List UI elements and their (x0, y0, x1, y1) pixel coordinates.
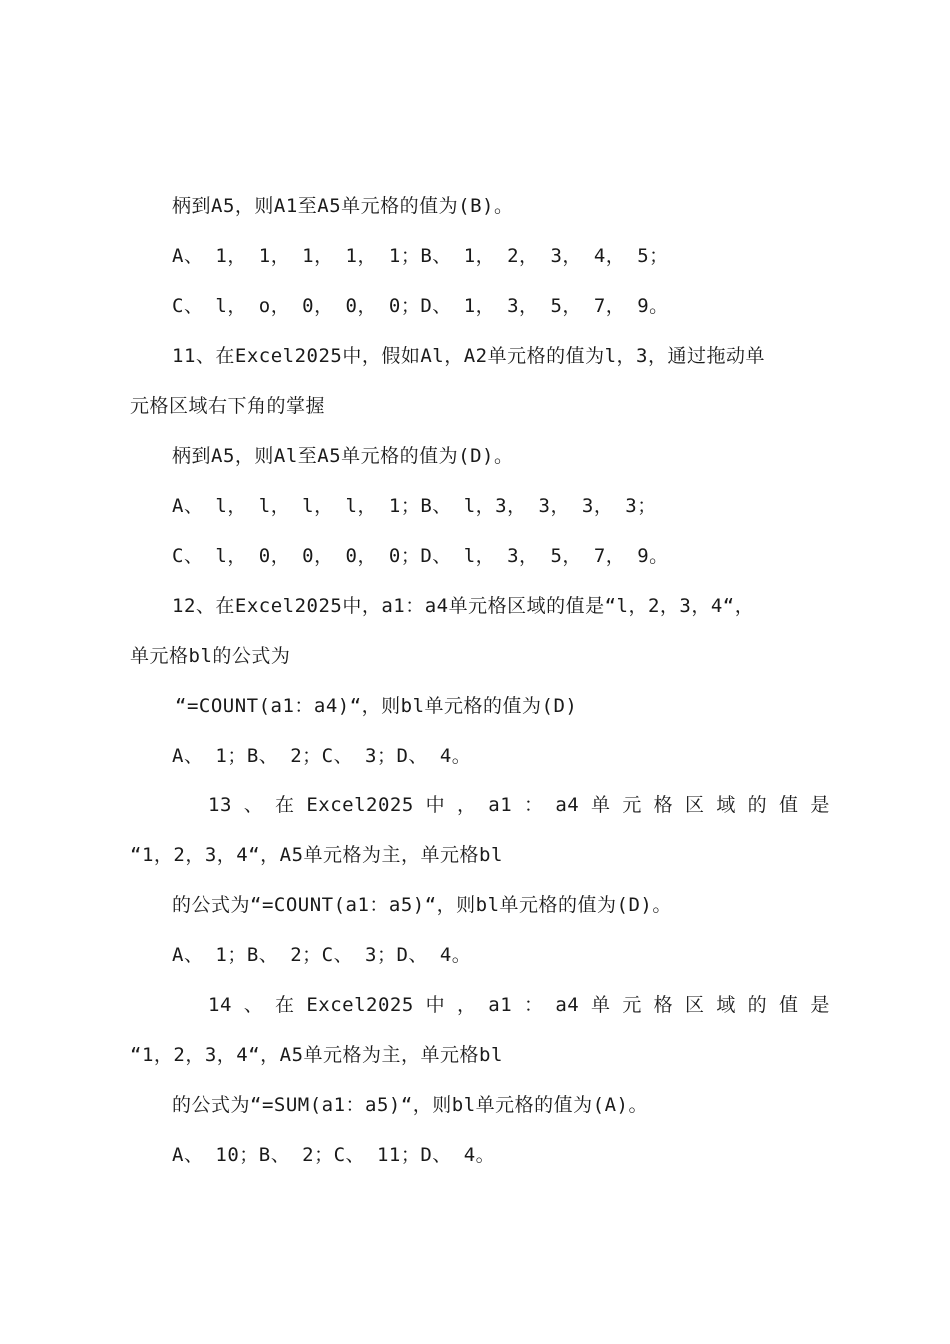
q14-token: 的 (747, 994, 768, 1016)
q14-token: 单 (591, 994, 611, 1016)
q13-token: 区 (685, 794, 705, 816)
q11-question-line1: 11、在Excel2025中，假如Al，A2单元格的值为l，3，通过拖动单 (172, 345, 765, 367)
q12-formula-line: “=COUNT(a1：a4)“，则bl单元格的值为(D) (175, 695, 578, 717)
q13-token: ： (523, 794, 544, 816)
q13-token: 单 (591, 794, 611, 816)
q14-token: ： (523, 994, 544, 1016)
q13-question-line1 (208, 792, 830, 818)
q13-token: 的 (747, 794, 768, 816)
q13-formula-line: 的公式为“=COUNT(a1：a5)“，则bl单元格的值为(D)。 (172, 894, 672, 916)
q13-token: 值 (778, 794, 799, 816)
q10-options-cd: C、 l， o， 0， 0， 0；D、 1， 3， 5， 7， 9。 (172, 295, 669, 317)
q13-token: 元 (622, 794, 642, 816)
q13-token: a4 (555, 794, 580, 816)
q13-token: a1 (488, 794, 513, 816)
q14-token: 、 (243, 994, 264, 1016)
q10-options-ab: A、 1， 1， 1， 1， 1；B、 1， 2， 3， 4， 5； (172, 245, 669, 267)
q12-options: A、 1；B、 2；C、 3；D、 4。 (172, 745, 472, 767)
q14-formula-line: 的公式为“=SUM(a1：a5)“，则bl单元格的值为(A)。 (172, 1094, 648, 1116)
q14-token: 在 (275, 994, 295, 1016)
q14-token: a1 (488, 994, 513, 1016)
q14-token: 是 (810, 994, 830, 1016)
q13-options: A、 1；B、 2；C、 3；D、 4。 (172, 944, 472, 966)
q14-token: 格 (653, 994, 674, 1016)
q14-token: Excel2025 (306, 994, 414, 1016)
q14-token: 值 (778, 994, 799, 1016)
q14-question-line2: “1，2，3，4“，A5单元格为主，单元格bl (130, 1044, 503, 1066)
q12-question-line1: 12、在Excel2025中，a1：a4单元格区域的值是“l，2，3，4“， (172, 595, 755, 617)
q14-token: 域 (716, 994, 736, 1016)
q11-question-line2: 元格区域右下角的掌握 (130, 395, 326, 417)
q12-question-line2: 单元格bl的公式为 (130, 645, 291, 667)
q14-token: 元 (622, 994, 642, 1016)
q14-token: 14 (208, 994, 232, 1016)
q11-continuation: 柄到A5，则Al至A5单元格的值为(D)。 (172, 445, 514, 467)
q13-token: Excel2025 (306, 794, 414, 816)
q14-token: 区 (685, 994, 705, 1016)
q13-question-line2: “1，2，3，4“，A5单元格为主，单元格bl (130, 844, 503, 866)
q13-token: 、 (243, 794, 264, 816)
q11-options-ab: A、 l， l， l， l， 1；B、 l，3， 3， 3， 3； (172, 495, 657, 517)
q13-token: 是 (810, 794, 830, 816)
q14-question-line1 (208, 992, 830, 1018)
q10-continuation: 柄到A5，则A1至A5单元格的值为(B)。 (172, 195, 514, 217)
q14-options: A、 10；B、 2；C、 11；D、 4。 (172, 1144, 496, 1166)
q13-token: 域 (716, 794, 736, 816)
q13-token: 中 (425, 794, 446, 816)
q14-token: 中 (425, 994, 446, 1016)
q11-options-cd: C、 l， 0， 0， 0， 0；D、 l， 3， 5， 7， 9。 (172, 545, 669, 567)
q14-token: a4 (555, 994, 580, 1016)
q14-token: ， (456, 994, 477, 1016)
q13-token: 格 (653, 794, 674, 816)
q13-token: 13 (208, 794, 232, 816)
q13-token: ， (456, 794, 477, 816)
q13-token: 在 (275, 794, 295, 816)
